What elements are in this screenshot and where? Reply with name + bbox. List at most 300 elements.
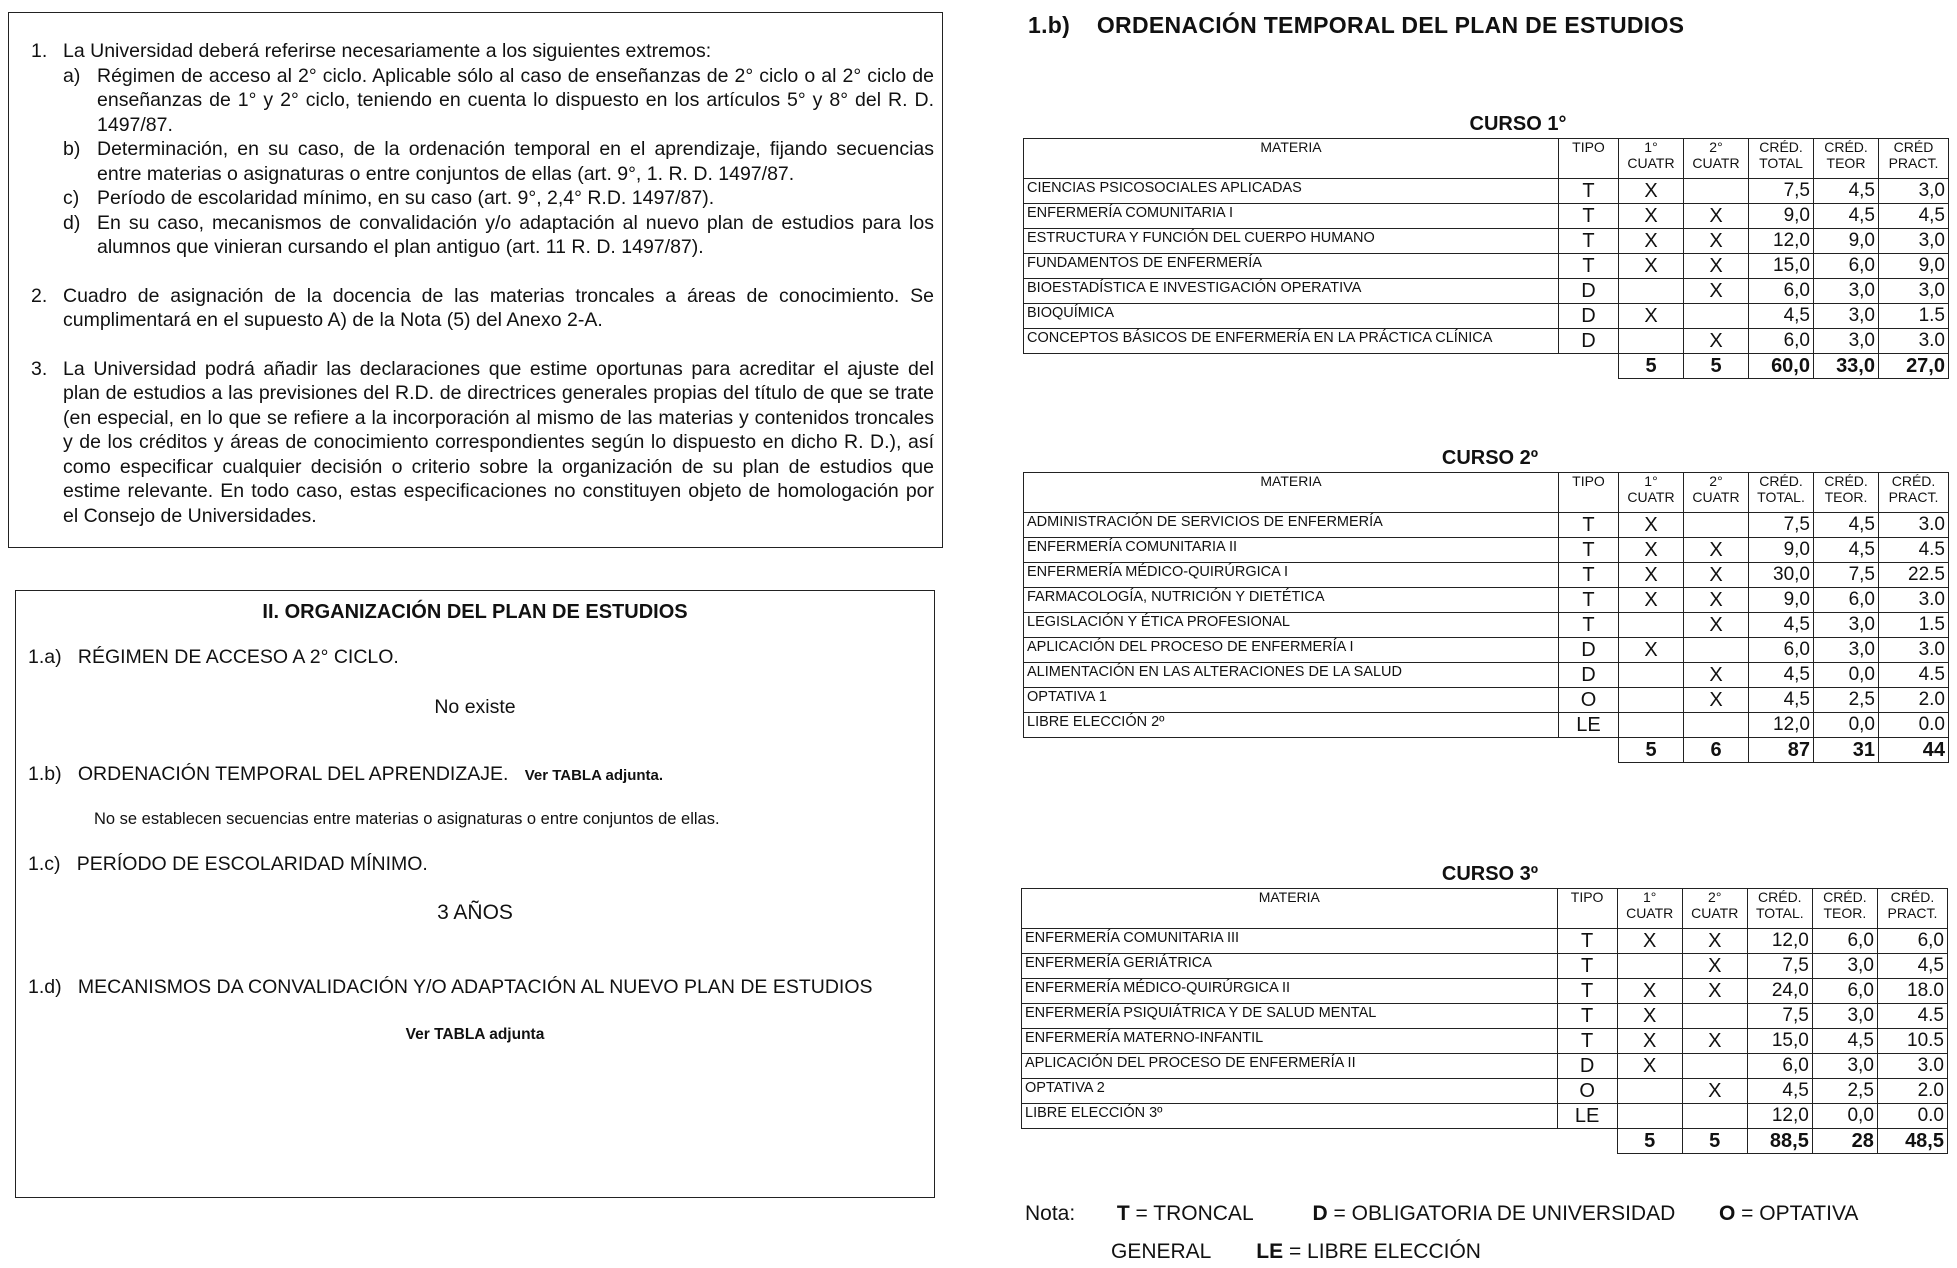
cell-cuatr-1 <box>1617 1104 1682 1129</box>
cell-cred-pract: 4.5 <box>1879 538 1949 563</box>
cell-cred-teor: 6,0 <box>1812 929 1877 954</box>
cell-cuatr-2: X <box>1684 663 1749 688</box>
nota-le-key: LE <box>1256 1240 1284 1263</box>
header-cred-pract-line-1: CRÉD. <box>1891 473 1936 489</box>
cell-cred-pract: 3,0 <box>1879 179 1949 204</box>
cell-cred-pract: 10.5 <box>1877 1029 1947 1054</box>
nota-line-2 <box>1111 1240 1481 1264</box>
cell-cred-teor: 3,0 <box>1812 954 1877 979</box>
cell-materia: CONCEPTOS BÁSICOS DE ENFERMERÍA EN LA PRÁCTICA CLÍNICA <box>1024 329 1559 354</box>
right-title: 1.b) ORDENACIÓN TEMPORAL DEL PLAN DE ESTUDIOS <box>1028 12 1685 38</box>
table-row <box>1024 538 1949 563</box>
sub-text: Régimen de acceso al 2° ciclo. Aplicable sólo al caso de enseñanzas de 2° ciclo o al 2° ciclo de enseñanzas de 1° y 2° ciclo, teniendo en cuenta lo dispuesto en los artículos 5° y 8° del R. D. 1497/87. <box>97 64 934 136</box>
total-cred-total: 88,5 <box>1747 1129 1812 1154</box>
cell-cred-total: 6,0 <box>1749 329 1814 354</box>
sub-item-a <box>63 64 934 138</box>
header-cred-teor <box>1812 889 1877 929</box>
section-label: 1.d) <box>28 976 62 998</box>
cell-cred-total: 15,0 <box>1747 1029 1812 1054</box>
cell-cred-pract: 4,5 <box>1879 204 1949 229</box>
cell-cuatr-1 <box>1617 954 1682 979</box>
instruction-item-2 <box>31 284 934 333</box>
instructions-list <box>31 39 934 528</box>
cell-cred-teor: 0,0 <box>1814 663 1879 688</box>
cell-tipo: T <box>1559 538 1619 563</box>
sub-letter: d) <box>63 211 81 234</box>
cell-cuatr-1: X <box>1619 254 1684 279</box>
header-1-cuatr-line-1: 1° <box>1644 473 1658 489</box>
header-cred-total <box>1747 889 1812 929</box>
header-cred-total <box>1749 473 1814 513</box>
header-cred-teor-line-1: CRÉD. <box>1823 889 1867 905</box>
cell-materia: OPTATIVA 1 <box>1024 688 1559 713</box>
cell-cuatr-2 <box>1682 1004 1747 1029</box>
header-cred-teor-line-2: TEOR. <box>1824 489 1868 505</box>
header-2-cuatr <box>1684 473 1749 513</box>
header-cred-pract <box>1879 139 1949 179</box>
total-cuatr-1: 5 <box>1619 738 1684 763</box>
section-heading: MECANISMOS DA CONVALIDACIÓN Y/O ADAPTACIÓN AL NUEVO PLAN DE ESTUDIOS <box>77 976 873 998</box>
header-cred-teor <box>1814 473 1879 513</box>
cell-tipo: LE <box>1559 713 1619 738</box>
cell-cred-pract: 3.0 <box>1879 638 1949 663</box>
cell-cred-teor: 6,0 <box>1812 979 1877 1004</box>
header-cred-teor-line-2: TEOR <box>1826 155 1866 171</box>
nota-t-key: T <box>1116 1202 1130 1225</box>
cell-materia: ENFERMERÍA MATERNO-INFANTIL <box>1022 1029 1558 1054</box>
cell-cred-pract: 3.0 <box>1879 329 1949 354</box>
total-cred-pract: 27,0 <box>1879 354 1949 379</box>
cell-materia: APLICACIÓN DEL PROCESO DE ENFERMERÍA I <box>1024 638 1559 663</box>
table-row <box>1024 204 1949 229</box>
table-row <box>1024 563 1949 588</box>
cell-cred-teor: 3,0 <box>1814 329 1879 354</box>
cell-cred-pract: 2.0 <box>1877 1079 1947 1104</box>
cell-cuatr-2 <box>1682 1104 1747 1129</box>
cell-cuatr-2 <box>1684 638 1749 663</box>
cell-cred-teor: 4,5 <box>1812 1029 1877 1054</box>
cell-cred-total: 7,5 <box>1747 954 1812 979</box>
header-tipo: TIPO <box>1557 889 1617 929</box>
section-1c <box>28 853 946 876</box>
header-2-cuatr-line-1: 2° <box>1709 139 1723 155</box>
curso-3-title: CURSO 3º <box>1441 863 1539 885</box>
header-1-cuatr <box>1617 889 1682 929</box>
cell-cred-teor: 4,5 <box>1814 538 1879 563</box>
total-cred-pract: 48,5 <box>1877 1129 1947 1154</box>
cell-cred-pract: 3,0 <box>1879 229 1949 254</box>
cell-cuatr-2: X <box>1682 979 1747 1004</box>
cell-cred-total: 15,0 <box>1749 254 1814 279</box>
section-label: 1.c) <box>28 853 61 875</box>
cell-tipo: T <box>1559 254 1619 279</box>
total-cred-teor: 33,0 <box>1814 354 1879 379</box>
header-1-cuatr-line-1: 1° <box>1644 139 1658 155</box>
cell-cred-total: 9,0 <box>1749 588 1814 613</box>
cell-materia: FARMACOLOGÍA, NUTRICIÓN Y DIETÉTICA <box>1024 588 1559 613</box>
item-number: 1. <box>31 40 48 62</box>
nota-t-value: = TRONCAL <box>1129 1202 1253 1225</box>
cell-materia: ENFERMERÍA COMUNITARIA III <box>1022 929 1558 954</box>
cell-cred-pract: 4.5 <box>1879 663 1949 688</box>
header-cred-total-line-1: CRÉD. <box>1758 889 1802 905</box>
cell-cred-total: 12,0 <box>1749 229 1814 254</box>
header-1-cuatr <box>1619 473 1684 513</box>
totals-row <box>1024 738 1949 763</box>
cell-cuatr-1: X <box>1619 304 1684 329</box>
table-row <box>1024 229 1949 254</box>
table-row <box>1024 513 1949 538</box>
item-text: Cuadro de asignación de la docencia de las materias troncales a áreas de conocimiento. Se cumplimentará en el supuesto A) de la Nota (5) del Anexo 2-A. <box>63 284 934 331</box>
nota-label: Nota: <box>1025 1202 1076 1225</box>
header-cred-pract-line-1: CRÉD <box>1893 139 1934 155</box>
cell-cuatr-1: X <box>1619 229 1684 254</box>
cell-cred-teor: 4,5 <box>1814 513 1879 538</box>
cell-cuatr-1: X <box>1617 1004 1682 1029</box>
table-row <box>1024 663 1949 688</box>
nota-general: GENERAL <box>1111 1240 1211 1263</box>
totals-row <box>1024 354 1949 379</box>
cell-cred-total: 4,5 <box>1749 688 1814 713</box>
total-cuatr-1: 5 <box>1619 354 1684 379</box>
cell-cred-total: 12,0 <box>1747 929 1812 954</box>
cell-cred-total: 9,0 <box>1749 538 1814 563</box>
table-row <box>1024 329 1949 354</box>
header-tipo: TIPO <box>1559 473 1619 513</box>
cell-materia: ENFERMERÍA COMUNITARIA II <box>1024 538 1559 563</box>
header-cred-total <box>1749 139 1814 179</box>
cell-cred-pract: 4,5 <box>1877 954 1947 979</box>
cell-materia: LIBRE ELECCIÓN 3º <box>1022 1104 1558 1129</box>
cell-cred-total: 12,0 <box>1747 1104 1812 1129</box>
table-row <box>1024 254 1949 279</box>
cell-cuatr-1: X <box>1617 929 1682 954</box>
cell-cuatr-1 <box>1619 613 1684 638</box>
header-1-cuatr-line-2: CUATR <box>1626 905 1674 921</box>
section-1b-value: No se establecen secuencias entre materias o asignaturas o entre conjuntos de ellas. <box>94 810 720 828</box>
total-cred-teor: 31 <box>1814 738 1879 763</box>
total-cred-total: 87 <box>1749 738 1814 763</box>
cell-cred-pract: 1.5 <box>1879 304 1949 329</box>
total-cred-teor: 28 <box>1812 1129 1877 1154</box>
cell-cred-teor: 3,0 <box>1812 1004 1877 1029</box>
table-row <box>1022 1079 1948 1104</box>
cell-cred-total: 9,0 <box>1749 204 1814 229</box>
total-cuatr-1: 5 <box>1617 1129 1682 1154</box>
organization-box <box>15 590 935 1198</box>
nota-d-key: D <box>1312 1202 1328 1225</box>
cell-cred-teor: 6,0 <box>1814 588 1879 613</box>
cell-tipo: D <box>1559 304 1619 329</box>
nota-o-key: O <box>1718 1202 1736 1225</box>
cell-cuatr-2: X <box>1684 279 1749 304</box>
table-row <box>1024 304 1949 329</box>
cell-cuatr-1: X <box>1619 588 1684 613</box>
section-note: Ver TABLA adjunta. <box>524 767 664 784</box>
cell-cred-teor: 3,0 <box>1814 638 1879 663</box>
section-1b <box>28 763 946 786</box>
cell-cuatr-1 <box>1619 329 1684 354</box>
cell-cuatr-1: X <box>1619 563 1684 588</box>
total-cred-pract: 44 <box>1879 738 1949 763</box>
cell-cred-pract: 3.0 <box>1879 588 1949 613</box>
header-1-cuatr-line-2: CUATR <box>1627 155 1675 171</box>
cell-cred-teor: 2,5 <box>1812 1079 1877 1104</box>
table-row <box>1022 1029 1948 1054</box>
table-row <box>1022 929 1948 954</box>
cell-cuatr-1: X <box>1617 1029 1682 1054</box>
header-materia: MATERIA <box>1022 889 1558 929</box>
cell-cuatr-2: X <box>1684 329 1749 354</box>
cell-cred-total: 6,0 <box>1749 279 1814 304</box>
cell-cred-teor: 4,5 <box>1814 179 1879 204</box>
cell-cuatr-2: X <box>1682 954 1747 979</box>
header-cred-total-line-2: TOTAL <box>1759 155 1803 171</box>
cell-cuatr-2: X <box>1684 588 1749 613</box>
total-cred-total: 60,0 <box>1749 354 1814 379</box>
cell-tipo: T <box>1559 588 1619 613</box>
cell-tipo: T <box>1557 1029 1617 1054</box>
table-row <box>1024 713 1949 738</box>
header-row <box>1024 139 1949 179</box>
cell-cred-pract: 3.0 <box>1877 1054 1947 1079</box>
cell-cred-total: 30,0 <box>1749 563 1814 588</box>
cell-cred-teor: 9,0 <box>1814 229 1879 254</box>
sub-letter: a) <box>63 64 81 87</box>
item-text: La Universidad podrá añadir las declaraciones que estime oportunas para acreditar el ajuste del plan de estudios a las previsiones del R.D. de directrices generales propias del título de que se trate (en especial, en lo que se refiere a la incorporación al mismo de las materias y contenidos troncales y de los créditos y áreas de conocimiento correspondientes según lo dispuesto en dicho R. D.), así como especificar cualquier decisión o criterio sobre la organización de su plan de estudios que estime relevante. En todo caso, estas especificaciones no constituyen objeto de homologación por el Consejo de Universidades. <box>63 357 934 527</box>
cell-cuatr-1: X <box>1619 638 1684 663</box>
table-row <box>1022 1054 1948 1079</box>
cell-cuatr-2: X <box>1682 1029 1747 1054</box>
cell-tipo: D <box>1557 1054 1617 1079</box>
cell-materia: ESTRUCTURA Y FUNCIÓN DEL CUERPO HUMANO <box>1024 229 1559 254</box>
total-cuatr-2: 5 <box>1684 354 1749 379</box>
section-label: 1.b) <box>28 763 62 785</box>
sub-item-c <box>63 186 934 211</box>
section-heading: RÉGIMEN DE ACCESO A 2° CICLO. <box>77 646 399 668</box>
cell-materia: BIOESTADÍSTICA E INVESTIGACIÓN OPERATIVA <box>1024 279 1559 304</box>
item-number: 2. <box>31 284 48 307</box>
totals-row <box>1022 1129 1948 1154</box>
header-2-cuatr-line-2: CUATR <box>1692 155 1740 171</box>
cell-cuatr-2: X <box>1684 538 1749 563</box>
cell-cred-pract: 18.0 <box>1877 979 1947 1004</box>
cell-cred-pract: 0.0 <box>1879 713 1949 738</box>
cell-cuatr-2: X <box>1682 929 1747 954</box>
sub-text: Determinación, en su caso, de la ordenación temporal en el aprendizaje, fijando secuencias entre materias o asignaturas o entre conjuntos de ellas (art. 9°, 1. R. D. 1497/87. <box>97 138 934 185</box>
cell-tipo: O <box>1559 688 1619 713</box>
cell-tipo: LE <box>1557 1104 1617 1129</box>
sub-letter: b) <box>63 138 81 160</box>
cell-cuatr-1 <box>1619 713 1684 738</box>
cell-materia: APLICACIÓN DEL PROCESO DE ENFERMERÍA II <box>1022 1054 1558 1079</box>
cell-cuatr-2 <box>1684 513 1749 538</box>
cell-cred-pract: 6,0 <box>1877 929 1947 954</box>
cell-tipo: T <box>1557 929 1617 954</box>
cell-tipo: T <box>1557 979 1617 1004</box>
cell-cred-total: 7,5 <box>1749 179 1814 204</box>
section-1c-value: 3 AÑOS <box>437 901 513 924</box>
cell-tipo: T <box>1557 1004 1617 1029</box>
cell-materia: ALIMENTACIÓN EN LAS ALTERACIONES DE LA SALUD <box>1024 663 1559 688</box>
cell-cuatr-1 <box>1619 663 1684 688</box>
cell-cred-total: 7,5 <box>1747 1004 1812 1029</box>
cell-cred-teor: 4,5 <box>1814 204 1879 229</box>
cell-cred-total: 4,5 <box>1747 1079 1812 1104</box>
cell-cred-total: 6,0 <box>1749 638 1814 663</box>
cell-materia: FUNDAMENTOS DE ENFERMERÍA <box>1024 254 1559 279</box>
sub-item-d <box>63 211 934 260</box>
table-row <box>1022 954 1948 979</box>
section-heading: ORDENACIÓN TEMPORAL DEL APRENDIZAJE. <box>77 763 509 785</box>
sub-text: En su caso, mecanismos de convalidación y/o adaptación al nuevo plan de estudios para los alumnos que vinieran cursando el plan antiguo (art. 11 R. D. 1497/87). <box>97 211 934 258</box>
sub-item-b <box>63 137 934 186</box>
cell-materia: ENFERMERÍA MÉDICO-QUIRÚRGICA I <box>1024 563 1559 588</box>
cell-tipo: D <box>1559 329 1619 354</box>
organization-title: II. ORGANIZACIÓN DEL PLAN DE ESTUDIOS <box>262 601 688 623</box>
cell-cuatr-1: X <box>1619 204 1684 229</box>
header-cred-pract <box>1879 473 1949 513</box>
cell-tipo: T <box>1559 204 1619 229</box>
cell-cred-pract: 3,0 <box>1879 279 1949 304</box>
curso-2-title: CURSO 2º <box>1441 447 1539 469</box>
section-label: 1.a) <box>28 646 62 668</box>
cell-tipo: T <box>1557 954 1617 979</box>
cell-cuatr-2: X <box>1684 613 1749 638</box>
cell-cuatr-1: X <box>1619 513 1684 538</box>
nota-line-1 <box>1025 1202 1858 1226</box>
cell-cuatr-2: X <box>1684 204 1749 229</box>
totals-blank <box>1022 1129 1618 1154</box>
totals-blank <box>1024 738 1619 763</box>
table-row <box>1022 979 1948 1004</box>
cell-cred-pract: 3.0 <box>1879 513 1949 538</box>
cell-cuatr-1: X <box>1617 1054 1682 1079</box>
header-cred-total-line-2: TOTAL. <box>1755 905 1804 921</box>
instruction-item-3 <box>31 357 934 529</box>
cell-cred-pract: 4.5 <box>1877 1004 1947 1029</box>
cell-cred-teor: 3,0 <box>1814 304 1879 329</box>
item-number: 3. <box>31 357 48 380</box>
cell-cred-teor: 0,0 <box>1812 1104 1877 1129</box>
cell-cred-total: 24,0 <box>1747 979 1812 1004</box>
section-1d <box>28 976 946 999</box>
cell-cred-total: 6,0 <box>1747 1054 1812 1079</box>
cell-materia: OPTATIVA 2 <box>1022 1079 1558 1104</box>
table-row <box>1024 638 1949 663</box>
header-1-cuatr-line-2: CUATR <box>1627 489 1675 505</box>
header-2-cuatr <box>1684 139 1749 179</box>
section-1d-value: Ver TABLA adjunta <box>405 1026 545 1043</box>
cell-cred-teor: 3,0 <box>1814 279 1879 304</box>
sub-letter: c) <box>63 187 80 209</box>
header-cred-teor-line-2: TEOR. <box>1823 905 1867 921</box>
cell-materia: ADMINISTRACIÓN DE SERVICIOS DE ENFERMERÍA <box>1024 513 1559 538</box>
section-1a <box>28 646 946 669</box>
cell-cred-total: 7,5 <box>1749 513 1814 538</box>
cell-cred-pract: 22.5 <box>1879 563 1949 588</box>
cell-materia: LIBRE ELECCIÓN 2º <box>1024 713 1559 738</box>
sub-list <box>63 64 934 260</box>
cell-cred-pract: 2.0 <box>1879 688 1949 713</box>
cell-tipo: T <box>1559 229 1619 254</box>
table-row <box>1024 588 1949 613</box>
curso-1-title: CURSO 1° <box>1469 113 1567 135</box>
cell-materia: ENFERMERÍA MÉDICO-QUIRÚRGICA II <box>1022 979 1558 1004</box>
item-text: La Universidad deberá referirse necesariamente a los siguientes extremos: <box>63 40 712 62</box>
nota-d-value: = OBLIGATORIA DE UNIVERSIDAD <box>1327 1202 1676 1225</box>
cell-cred-total: 12,0 <box>1749 713 1814 738</box>
cell-cred-total: 4,5 <box>1749 613 1814 638</box>
header-cred-total-line-2: TOTAL. <box>1757 489 1805 505</box>
cell-cuatr-2 <box>1684 304 1749 329</box>
cell-tipo: D <box>1559 638 1619 663</box>
cell-cred-teor: 2,5 <box>1814 688 1879 713</box>
header-materia: MATERIA <box>1024 139 1559 179</box>
header-2-cuatr-line-1: 2° <box>1708 889 1722 905</box>
nota-o-value: = OPTATIVA <box>1735 1202 1859 1225</box>
header-tipo: TIPO <box>1559 139 1619 179</box>
header-cred-pract-line-2: PRACT. <box>1887 905 1938 921</box>
header-cred-pract-line-2: PRACT. <box>1888 489 1939 505</box>
cell-cuatr-2: X <box>1684 229 1749 254</box>
cell-cuatr-1: X <box>1619 179 1684 204</box>
cell-cuatr-2: X <box>1684 254 1749 279</box>
header-1-cuatr-line-1: 1° <box>1642 889 1657 905</box>
cell-cuatr-2: X <box>1682 1079 1747 1104</box>
cell-materia: ENFERMERÍA GERIÁTRICA <box>1022 954 1558 979</box>
curso-2-table <box>1023 472 1949 763</box>
cell-cuatr-1 <box>1619 688 1684 713</box>
cell-cuatr-2 <box>1684 713 1749 738</box>
cell-materia: CIENCIAS PSICOSOCIALES APLICADAS <box>1024 179 1559 204</box>
cell-cred-pract: 9,0 <box>1879 254 1949 279</box>
cell-tipo: D <box>1559 663 1619 688</box>
total-cuatr-2: 5 <box>1682 1129 1747 1154</box>
header-cred-pract <box>1877 889 1947 929</box>
header-cred-teor <box>1814 139 1879 179</box>
cell-cred-teor: 7,5 <box>1814 563 1879 588</box>
cell-cred-teor: 3,0 <box>1812 1054 1877 1079</box>
section-1a-value: No existe <box>434 696 516 718</box>
header-row <box>1022 889 1948 929</box>
table-row <box>1024 279 1949 304</box>
cell-tipo: T <box>1559 179 1619 204</box>
totals-blank <box>1024 354 1619 379</box>
cell-tipo: O <box>1557 1079 1617 1104</box>
header-cred-pract-line-2: PRACT. <box>1888 155 1939 171</box>
table-row <box>1022 1104 1948 1129</box>
header-2-cuatr-line-2: CUATR <box>1691 905 1739 921</box>
nota-le-value: = LIBRE ELECCIÓN <box>1283 1240 1481 1263</box>
cell-tipo: T <box>1559 513 1619 538</box>
curso-3-table <box>1021 888 1948 1154</box>
cell-materia: LEGISLACIÓN Y ÉTICA PROFESIONAL <box>1024 613 1559 638</box>
cell-cred-teor: 3,0 <box>1814 613 1879 638</box>
cell-cred-total: 4,5 <box>1749 304 1814 329</box>
header-1-cuatr <box>1619 139 1684 179</box>
cell-cuatr-1 <box>1619 279 1684 304</box>
cell-tipo: D <box>1559 279 1619 304</box>
instructions-box <box>8 12 943 548</box>
cell-cuatr-2: X <box>1684 563 1749 588</box>
header-cred-total-line-1: CRÉD. <box>1759 473 1803 489</box>
cell-cred-teor: 0,0 <box>1814 713 1879 738</box>
cell-tipo: T <box>1559 563 1619 588</box>
curso-1-table <box>1023 138 1949 379</box>
cell-cuatr-2 <box>1684 179 1749 204</box>
cell-materia: ENFERMERÍA PSIQUIÁTRICA Y DE SALUD MENTAL <box>1022 1004 1558 1029</box>
